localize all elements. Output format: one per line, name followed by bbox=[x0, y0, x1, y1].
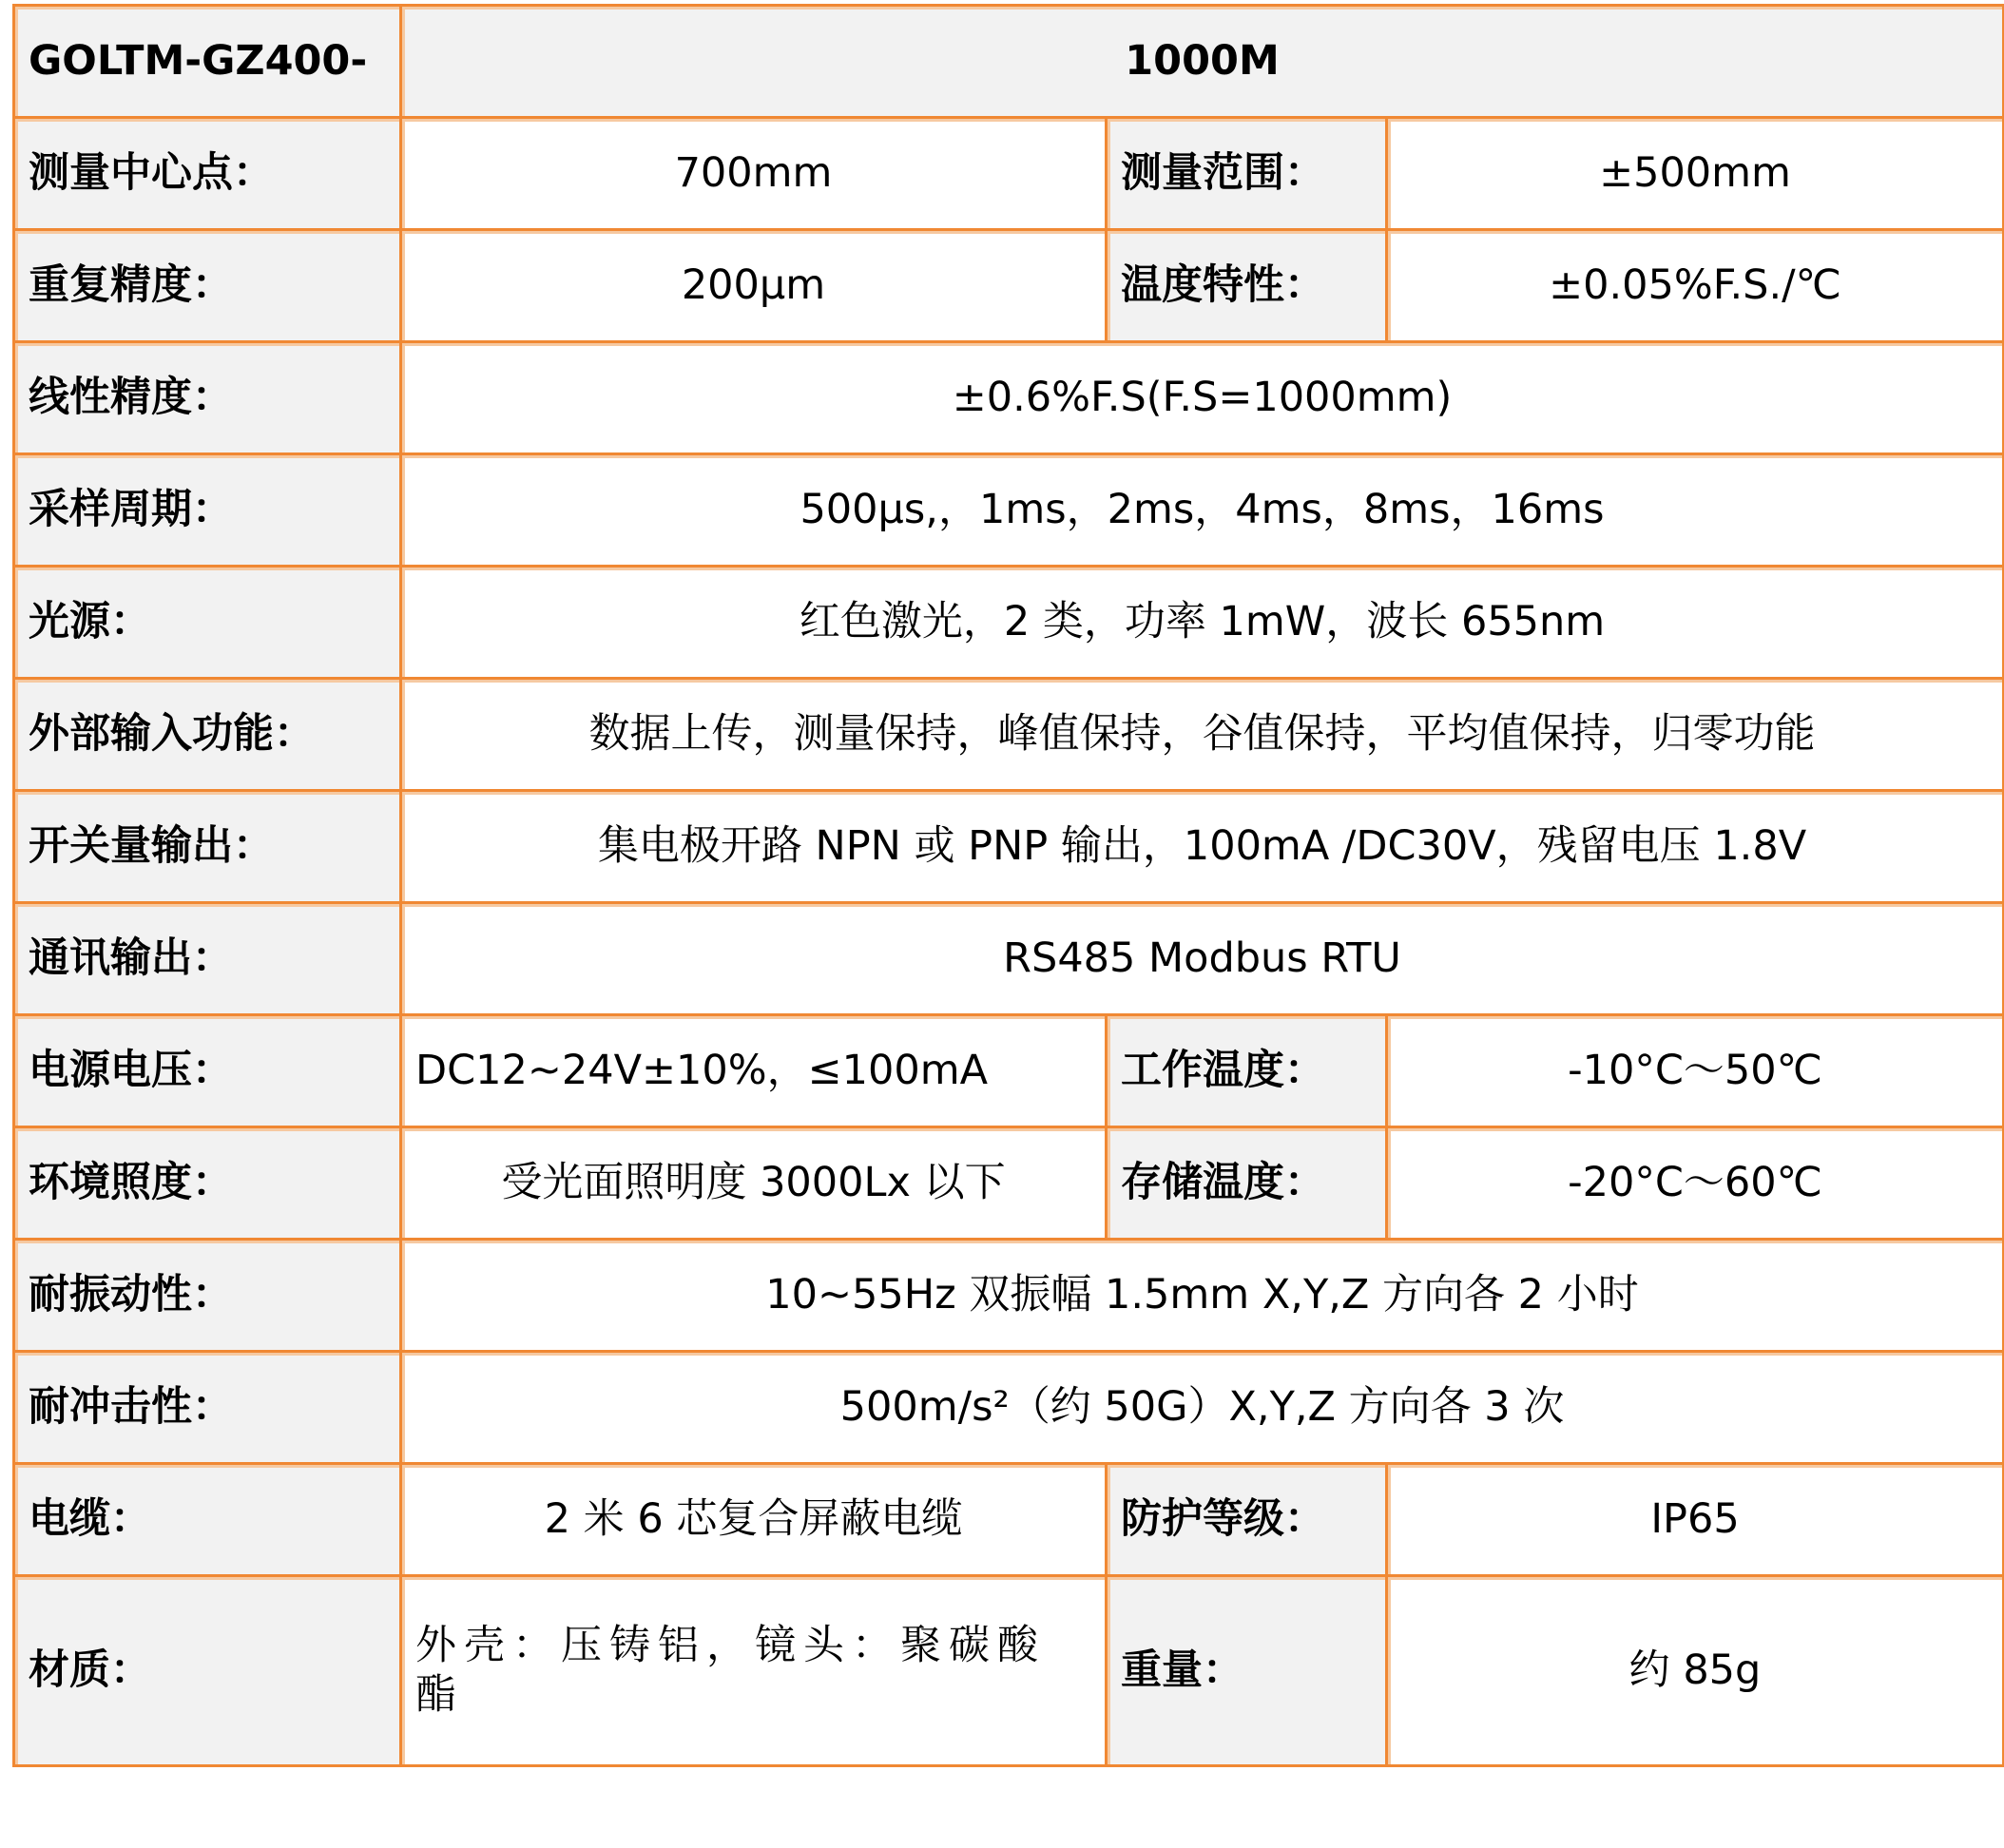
protection-value: IP65 bbox=[1385, 1462, 2002, 1574]
supply-voltage-label: 电源电压： bbox=[12, 1013, 399, 1126]
table-row bbox=[12, 1462, 2002, 1574]
temp-character-label: 温度特性： bbox=[1105, 228, 1385, 340]
table-row-header bbox=[12, 4, 2002, 116]
ambient-light-value: 受光面照明度 3000Lx 以下 bbox=[399, 1126, 1105, 1238]
table-row bbox=[12, 1574, 2002, 1764]
table-row bbox=[12, 565, 2002, 677]
spec-table bbox=[12, 4, 2004, 1767]
material-value: 外壳：压铸铝，镜头：聚碳酸酯 bbox=[399, 1574, 1105, 1764]
temp-character-value: ±0.05%F.S./℃ bbox=[1385, 228, 2002, 340]
ambient-light-label: 环境照度： bbox=[12, 1126, 399, 1238]
comm-output-label: 通讯输出： bbox=[12, 901, 399, 1013]
work-temp-value: -10°C～50℃ bbox=[1385, 1013, 2002, 1126]
switch-output-label: 开关量输出： bbox=[12, 789, 399, 901]
cable-value: 2 米 6 芯复合屏蔽电缆 bbox=[399, 1462, 1105, 1574]
sample-period-value: 500μs,，1ms，2ms，4ms，8ms，16ms bbox=[399, 452, 2002, 565]
table-row bbox=[12, 1126, 2002, 1238]
table-row bbox=[12, 452, 2002, 565]
repeat-precision-value: 200μm bbox=[399, 228, 1105, 340]
protection-label: 防护等级： bbox=[1105, 1462, 1385, 1574]
material-label: 材质： bbox=[12, 1574, 399, 1764]
table-row bbox=[12, 228, 2002, 340]
shock-value: 500m/s²（约 50G）X,Y,Z 方向各 3 次 bbox=[399, 1350, 2002, 1462]
linear-precision-value: ±0.6%F.S(F.S=1000mm) bbox=[399, 340, 2002, 452]
table-row bbox=[12, 340, 2002, 452]
weight-value: 约 85g bbox=[1385, 1574, 2002, 1764]
supply-voltage-value: DC12~24V±10%，≤100mA bbox=[399, 1013, 1105, 1126]
range-code-cell: 1000M bbox=[399, 4, 2002, 116]
light-source-label: 光源： bbox=[12, 565, 399, 677]
comm-output-value: RS485 Modbus RTU bbox=[399, 901, 2002, 1013]
storage-temp-value: -20°C～60℃ bbox=[1385, 1126, 2002, 1238]
table-row bbox=[12, 1350, 2002, 1462]
external-input-value: 数据上传，测量保持，峰值保持，谷值保持，平均值保持，归零功能 bbox=[399, 677, 2002, 789]
measure-center-label: 测量中心点： bbox=[12, 116, 399, 228]
vibration-label: 耐振动性： bbox=[12, 1238, 399, 1350]
weight-label: 重量： bbox=[1105, 1574, 1385, 1764]
table-row bbox=[12, 116, 2002, 228]
sample-period-label: 采样周期： bbox=[12, 452, 399, 565]
storage-temp-label: 存储温度： bbox=[1105, 1126, 1385, 1238]
light-source-value: 红色激光，2 类，功率 1mW，波长 655nm bbox=[399, 565, 2002, 677]
table-row bbox=[12, 677, 2002, 789]
measure-center-value: 700mm bbox=[399, 116, 1105, 228]
model-cell: GOLTM-GZ400- bbox=[12, 4, 399, 116]
vibration-value: 10~55Hz 双振幅 1.5mm X,Y,Z 方向各 2 小时 bbox=[399, 1238, 2002, 1350]
spec-table-wrapper bbox=[12, 4, 2004, 1767]
table-row bbox=[12, 901, 2002, 1013]
measure-range-value: ±500mm bbox=[1385, 116, 2002, 228]
switch-output-value: 集电极开路 NPN 或 PNP 输出，100mA /DC30V，残留电压 1.8V bbox=[399, 789, 2002, 901]
table-row bbox=[12, 1238, 2002, 1350]
table-row bbox=[12, 1013, 2002, 1126]
external-input-label: 外部输入功能： bbox=[12, 677, 399, 789]
measure-range-label: 测量范围： bbox=[1105, 116, 1385, 228]
linear-precision-label: 线性精度： bbox=[12, 340, 399, 452]
shock-label: 耐冲击性： bbox=[12, 1350, 399, 1462]
repeat-precision-label: 重复精度： bbox=[12, 228, 399, 340]
work-temp-label: 工作温度： bbox=[1105, 1013, 1385, 1126]
cable-label: 电缆： bbox=[12, 1462, 399, 1574]
table-row bbox=[12, 789, 2002, 901]
